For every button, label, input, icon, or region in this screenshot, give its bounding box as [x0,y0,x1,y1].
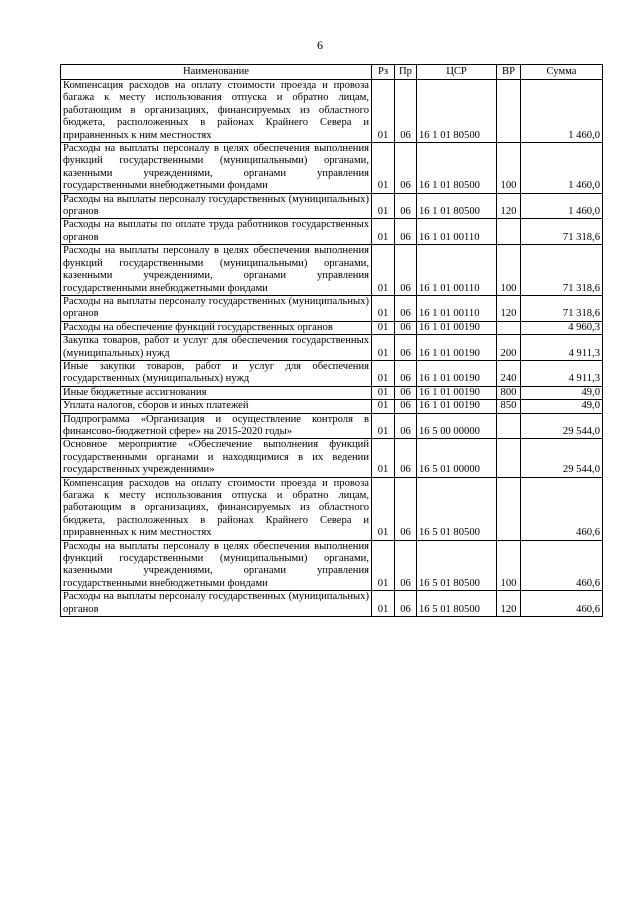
row-rz: 01 [372,477,395,540]
row-csr: 16 5 01 00000 [417,439,497,477]
row-sum: 71 318,6 [521,245,603,296]
row-sum: 460,6 [521,591,603,617]
row-vr: 120 [497,193,521,219]
row-vr: 200 [497,335,521,361]
row-vr [497,80,521,143]
row-name: Закупка товаров, работ и услуг для обеспечения государственных (муниципальных) нужд [61,335,372,361]
row-csr: 16 1 01 00190 [417,335,497,361]
row-vr [497,413,521,439]
table-row [61,591,603,617]
row-name: Основное мероприятие «Обеспечение выполнения функций государственными органами и находящимися в их ведении государственных учреждениями» [61,439,372,477]
row-sum: 460,6 [521,477,603,540]
row-csr: 16 1 01 00190 [417,386,497,399]
row-name: Уплата налогов, сборов и иных платежей [61,400,372,413]
table-row [61,439,603,477]
row-name: Расходы на выплаты персоналу государственных (муниципальных) органов [61,193,372,219]
row-name: Компенсация расходов на оплату стоимости проезда и провоза багажа к месту использования отпуска и обратно лицам, работающим в организациях, финансируемых из областного бюджета, расположенных в районах Крайнего Севера и приравненных к ним местностях [61,80,372,143]
row-csr: 16 5 00 00000 [417,413,497,439]
row-csr: 16 5 01 80500 [417,477,497,540]
row-vr: 850 [497,400,521,413]
table-row [61,335,603,361]
row-vr: 800 [497,386,521,399]
page-number: 6 [317,38,323,52]
table-body [61,80,603,617]
row-name: Расходы на выплаты по оплате труда работников государственных органов [61,219,372,245]
row-name: Иные бюджетные ассигнования [61,386,372,399]
row-csr: 16 1 01 80500 [417,80,497,143]
row-rz: 01 [372,439,395,477]
row-name: Расходы на выплаты персоналу в целях обеспечения выполнения функций государственными (муниципальными) органами, казенными учреждениями, органами управления государственными внебюджетными фондами [61,245,372,296]
row-pr: 06 [395,591,417,617]
row-vr: 120 [497,591,521,617]
row-rz: 01 [372,540,395,591]
row-name: Расходы на выплаты персоналу государственных (муниципальных) органов [61,591,372,617]
table-row [61,360,603,386]
header-row [61,65,603,80]
row-csr: 16 1 01 00110 [417,219,497,245]
row-vr: 120 [497,295,521,321]
row-pr: 06 [395,143,417,194]
row-csr: 16 1 01 80500 [417,193,497,219]
row-name: Компенсация расходов на оплату стоимости проезда и провоза багажа к месту использования отпуска и обратно лицам, работающим в организациях, финансируемых из областного бюджета, расположенных в районах Крайнего Севера и приравненных к ним местностях [61,477,372,540]
table-row [61,477,603,540]
row-pr: 06 [395,245,417,296]
row-sum: 1 460,0 [521,80,603,143]
row-rz: 01 [372,193,395,219]
row-sum: 1 460,0 [521,143,603,194]
header-rz: Рз [372,65,395,80]
row-csr: 16 1 01 00110 [417,245,497,296]
row-pr: 06 [395,193,417,219]
row-sum: 29 544,0 [521,439,603,477]
row-name: Расходы на выплаты персоналу в целях обеспечения выполнения функций государственными (муниципальными) органами, казенными учреждениями, органами управления государственными внебюджетными фондами [61,540,372,591]
row-csr: 16 1 01 00190 [417,360,497,386]
row-pr: 06 [395,219,417,245]
row-rz: 01 [372,413,395,439]
budget-table [60,64,603,617]
table-row [61,295,603,321]
row-pr: 06 [395,335,417,361]
row-pr: 06 [395,400,417,413]
row-name: Расходы на выплаты персоналу государственных (муниципальных) органов [61,295,372,321]
row-rz: 01 [372,386,395,399]
row-rz: 01 [372,321,395,334]
row-sum: 460,6 [521,540,603,591]
row-vr [497,219,521,245]
row-pr: 06 [395,477,417,540]
row-vr: 240 [497,360,521,386]
row-csr: 16 1 01 00190 [417,321,497,334]
row-vr: 100 [497,540,521,591]
table-row [61,193,603,219]
row-name: Подпрограмма «Организация и осуществление контроля в финансово-бюджетной сфере» на 2015-2020 годы» [61,413,372,439]
row-pr: 06 [395,413,417,439]
table-row [61,321,603,334]
row-csr: 16 5 01 80500 [417,540,497,591]
row-sum: 49,0 [521,400,603,413]
table-row [61,245,603,296]
header-csr: ЦСР [417,65,497,80]
table-row [61,413,603,439]
row-csr: 16 1 01 00110 [417,295,497,321]
row-pr: 06 [395,80,417,143]
table-row [61,400,603,413]
row-name: Расходы на обеспечение функций государственных органов [61,321,372,334]
row-pr: 06 [395,439,417,477]
row-sum: 29 544,0 [521,413,603,439]
row-csr: 16 5 01 80500 [417,591,497,617]
row-rz: 01 [372,591,395,617]
row-rz: 01 [372,335,395,361]
row-csr: 16 1 01 80500 [417,143,497,194]
row-sum: 4 911,3 [521,335,603,361]
row-csr: 16 1 01 00190 [417,400,497,413]
row-pr: 06 [395,540,417,591]
row-name: Иные закупки товаров, работ и услуг для обеспечения государственных (муниципальных) нужд [61,360,372,386]
row-sum: 4 911,3 [521,360,603,386]
row-sum: 71 318,6 [521,219,603,245]
table-row [61,540,603,591]
row-pr: 06 [395,321,417,334]
row-rz: 01 [372,400,395,413]
row-vr [497,439,521,477]
header-sum: Сумма [521,65,603,80]
table-row [61,80,603,143]
row-pr: 06 [395,295,417,321]
header-name: Наименование [61,65,372,80]
table-row [61,386,603,399]
row-sum: 4 960,3 [521,321,603,334]
table-header [61,65,603,80]
row-sum: 71 318,6 [521,295,603,321]
header-vr: ВР [497,65,521,80]
table-row [61,219,603,245]
header-pr: Пр [395,65,417,80]
row-pr: 06 [395,386,417,399]
row-rz: 01 [372,80,395,143]
row-rz: 01 [372,219,395,245]
row-sum: 49,0 [521,386,603,399]
table-row [61,143,603,194]
row-rz: 01 [372,245,395,296]
row-rz: 01 [372,360,395,386]
row-rz: 01 [372,295,395,321]
row-vr [497,321,521,334]
row-sum: 1 460,0 [521,193,603,219]
row-pr: 06 [395,360,417,386]
row-vr: 100 [497,143,521,194]
row-vr: 100 [497,245,521,296]
row-name: Расходы на выплаты персоналу в целях обеспечения выполнения функций государственными (муниципальными) органами, казенными учреждениями, органами управления государственными внебюджетными фондами [61,143,372,194]
row-rz: 01 [372,143,395,194]
row-vr [497,477,521,540]
